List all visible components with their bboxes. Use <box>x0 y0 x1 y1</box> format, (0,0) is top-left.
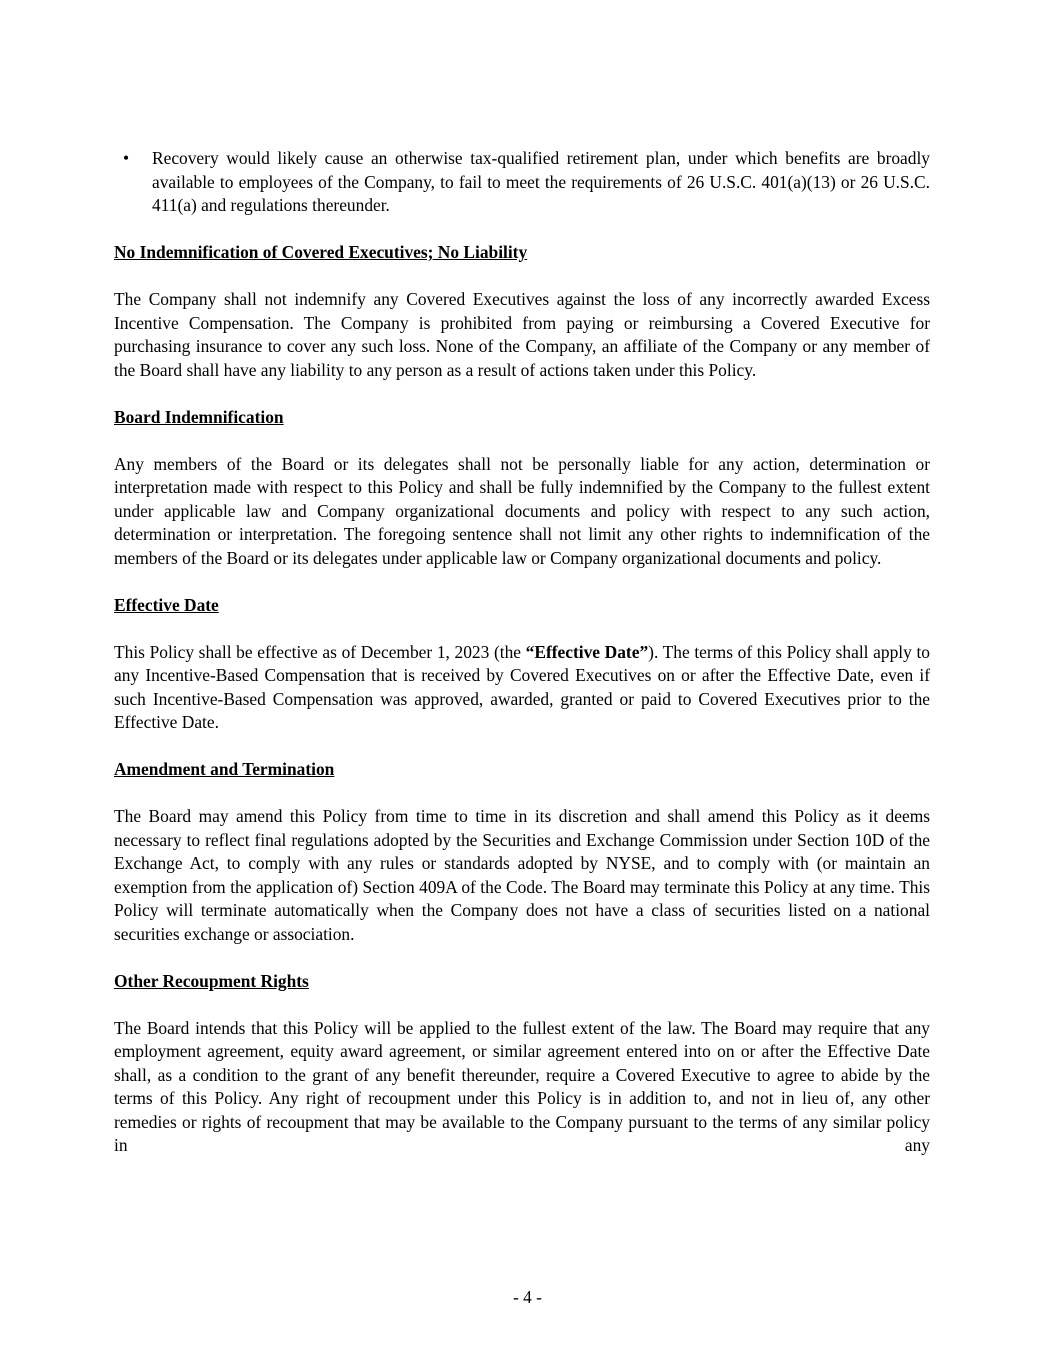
section-paragraph: This Policy shall be effective as of December 1, 2023 (the “Effective Date”). The terms of this Policy shall apply to any Incentive-Based Compensation that is received by Covered Executives on or after the Effective Date, even if such Incentive-Based Compensation was approved, awarded, granted or paid to Covered Executives prior to the Effective Date. <box>114 641 930 732</box>
section-paragraph: Any members of the Board or its delegates shall not be personally liable for any action, determination or interpretation made with respect to this Policy and shall be fully indemnified by the Company to the fullest extent under applicable law and Company organizational documents and policy with respect to any such action, determination or interpretation. The foregoing sentence shall not limit any other rights to indemnification of the members of the Board or its delegates under applicable law or Company organizational documents and policy. <box>114 453 930 568</box>
bullet-item-text: Recovery would likely cause an otherwise tax-qualified retirement plan, under which benefits are broadly available to employees of the Company, to fail to meet the requirements of 26 U.S.C. 401(a)(13) or 26 U.S.C. 411(a) and regulations thereunder. <box>152 148 930 215</box>
section-board-indemnification <box>114 406 930 571</box>
section-no-indemnification <box>114 241 930 382</box>
bullet-item <box>114 147 930 218</box>
section-other-recoupment-rights <box>114 970 930 1158</box>
section-heading-no-indemnification: No Indemnification of Covered Executives; No Liability <box>114 242 528 262</box>
section-paragraph: The Company shall not indemnify any Covered Executives against the loss of any incorrectly awarded Excess Incentive Compensation. The Company is prohibited from paying or reimbursing a Covered Executive for purchasing insurance to cover any such loss. None of the Company, an affiliate of the Company or any member of the Board shall have any liability to any person as a result of actions taken under this Policy. <box>114 289 930 380</box>
section-heading-amendment-termination: Amendment and Termination <box>114 759 335 779</box>
section-paragraph: The Board may amend this Policy from time to time in its discretion and shall amend this Policy as it deems necessary to reflect final regulations adopted by the Securities and Exchange Commission under Section 10D of the Exchange Act, to comply with any rules or standards adopted by NYSE, and to comply with (or maintain an exemption from the application of) Section 409A of the Code. The Board may terminate this Policy at any time. This Policy will terminate automatically when the Company does not have a class of securities listed on a national securities exchange or association. <box>114 806 930 944</box>
section-heading-other-recoupment-rights: Other Recoupment Rights <box>114 970 309 991</box>
section-paragraph: The Board intends that this Policy will be applied to the fullest extent of the law. The Board may require that any employment agreement, equity award agreement, or similar agreement entered into on or after the Effective Date shall, as a condition to the grant of any benefit thereunder, require a Covered Executive to agree to abide by the terms of this Policy. Any right of recoupment under this Policy is in addition to, and not in lieu of, any other remedies or rights of recoupment that may be available to the Company pursuant to the terms of any similar policy in any <box>114 1017 930 1155</box>
page-number: - 4 - <box>513 1286 542 1307</box>
section-heading-board-indemnification: Board Indemnification <box>114 406 284 427</box>
section-heading-effective-date: Effective Date <box>114 594 219 615</box>
section-effective-date <box>114 594 930 735</box>
bullet-marker-icon: • <box>123 148 130 168</box>
section-amendment-termination <box>114 758 930 946</box>
